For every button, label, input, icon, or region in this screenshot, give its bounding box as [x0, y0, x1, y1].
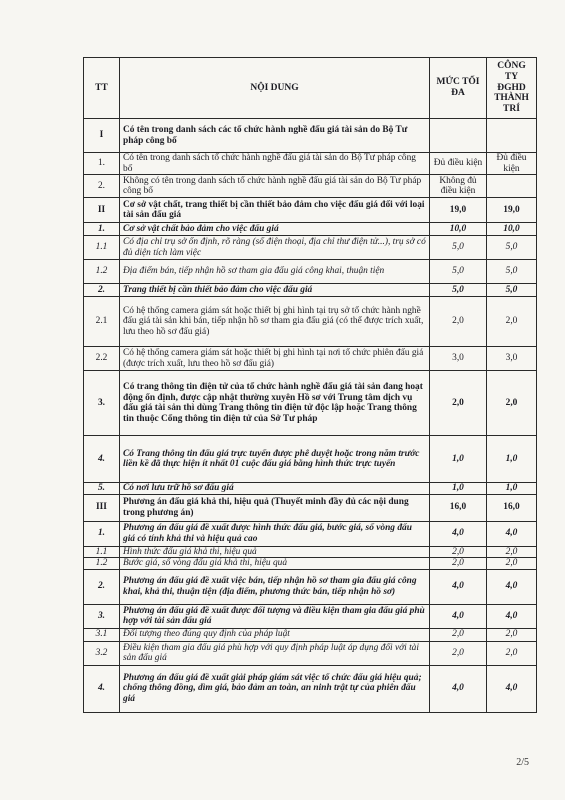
row-content: Địa điểm bán, tiếp nhận hồ sơ tham gia đấu giá công khai, thuận tiện: [120, 260, 430, 284]
row-max-score: 2,0: [430, 297, 487, 347]
row-number: 3.: [84, 371, 120, 436]
row-company-score: Đủ điều kiện: [487, 153, 537, 175]
row-content: Có hệ thống camera giám sát hoặc thiết bị ghi hình tại trụ sở tổ chức hành nghề đấu giá tài sản khi bán, tiếp nhận hồ sơ tham gia đấu giá (có thể được trích xuất, lưu theo hồ sơ đấu giá): [120, 297, 430, 347]
row-number: 1.: [84, 521, 120, 546]
row-company-score: 5,0: [487, 236, 537, 260]
table-row: [84, 119, 537, 153]
table-row: [84, 483, 537, 495]
row-number: 2.2: [84, 347, 120, 371]
table-row: [84, 371, 537, 436]
row-content: Cơ sở vật chất, trang thiết bị cần thiết bảo đảm cho việc đấu giá đối với loại tài sản đấu giá: [120, 198, 430, 223]
row-max-score: 2,0: [430, 641, 487, 665]
table-row: [84, 153, 537, 175]
row-number: 5.: [84, 483, 120, 495]
row-content: Đối tượng theo đúng quy định của pháp luật: [120, 628, 430, 641]
row-content: Có tên trong danh sách tổ chức hành nghề đấu giá tài sản do Bộ Tư pháp công bố: [120, 153, 430, 175]
table-row: [84, 436, 537, 483]
row-content: Có hệ thống camera giám sát hoặc thiết bị ghi hình tại nơi tổ chức phiên đấu giá (được trích xuất, lưu theo hồ sơ đấu giá): [120, 347, 430, 371]
row-number: 4.: [84, 436, 120, 483]
row-company-score: 5,0: [487, 284, 537, 297]
row-number: 3.2: [84, 641, 120, 665]
row-content: Phương án đấu giá khả thi, hiệu quả (Thuyết minh đầy đủ các nội dung trong phương án): [120, 494, 430, 521]
table-row: [84, 175, 537, 198]
row-number: 1.2: [84, 558, 120, 570]
row-company-score: 2,0: [487, 297, 537, 347]
table-row: [84, 569, 537, 604]
row-content: Cơ sở vật chất bảo đảm cho việc đấu giá: [120, 223, 430, 236]
row-max-score: 5,0: [430, 260, 487, 284]
table-row: [84, 223, 537, 236]
table-row: [84, 260, 537, 284]
row-max-score: 5,0: [430, 236, 487, 260]
row-max-score: Đủ điều kiện: [430, 153, 487, 175]
header-tt: TT: [84, 58, 120, 119]
row-company-score: 5,0: [487, 260, 537, 284]
row-content: Trang thiết bị cần thiết bảo đảm cho việc đấu giá: [120, 284, 430, 297]
row-max-score: 16,0: [430, 494, 487, 521]
row-content: Phương án đấu giá đề xuất việc bán, tiếp nhận hồ sơ tham gia đấu giá công khai, khả thi, thuận tiện (địa điểm, phương thức bán, tiếp nhận hồ sơ): [120, 569, 430, 604]
table-row: [84, 198, 537, 223]
table-row: [84, 558, 537, 570]
row-number: 2.1: [84, 297, 120, 347]
row-content: Phương án đấu giá đề xuất được hình thức đấu giá, bước giá, số vòng đấu giá có tính khả thi và hiệu quả cao: [120, 521, 430, 546]
row-number: 1.: [84, 153, 120, 175]
row-company-score: 2,0: [487, 628, 537, 641]
row-company-score: 2,0: [487, 371, 537, 436]
row-company-score: 2,0: [487, 546, 537, 558]
evaluation-table: [83, 57, 537, 713]
page-number: 2/5: [516, 757, 529, 768]
table-row: [84, 641, 537, 665]
row-number: 1.: [84, 223, 120, 236]
row-max-score: 2,0: [430, 628, 487, 641]
row-number: 2.: [84, 569, 120, 604]
row-max-score: 4,0: [430, 521, 487, 546]
table-row: [84, 236, 537, 260]
table-row: [84, 494, 537, 521]
row-content: Phương án đấu giá đề xuất giải pháp giám sát việc tổ chức đấu giá hiệu quả; chống thông đồng, dìm giá, bảo đảm an toàn, an ninh trật tự của phiên đấu giá: [120, 665, 430, 712]
row-company-score: 2,0: [487, 558, 537, 570]
row-number: I: [84, 119, 120, 153]
row-max-score: 1,0: [430, 483, 487, 495]
row-company-score: 1,0: [487, 436, 537, 483]
row-number: 4.: [84, 665, 120, 712]
row-content: Điều kiện tham gia đấu giá phù hợp với quy định pháp luật áp dụng đối với tài sản đấu giá: [120, 641, 430, 665]
table-row: [84, 284, 537, 297]
row-max-score: Không đủ điều kiện: [430, 175, 487, 198]
table-header-row: [84, 58, 537, 119]
row-company-score: 4,0: [487, 569, 537, 604]
row-max-score: 2,0: [430, 371, 487, 436]
row-company-score: [487, 119, 537, 153]
row-company-score: 3,0: [487, 347, 537, 371]
row-max-score: 3,0: [430, 347, 487, 371]
row-number: 2.: [84, 175, 120, 198]
row-max-score: 10,0: [430, 223, 487, 236]
row-number: 1.1: [84, 236, 120, 260]
table-row: [84, 521, 537, 546]
table-row: [84, 628, 537, 641]
table-row: [84, 604, 537, 628]
row-content: Bước giá, số vòng đấu giá khả thi, hiệu quả: [120, 558, 430, 570]
table-row: [84, 546, 537, 558]
row-company-score: 4,0: [487, 521, 537, 546]
row-content: Có tên trong danh sách các tổ chức hành nghề đấu giá tài sản do Bộ Tư pháp công bố: [120, 119, 430, 153]
row-company-score: 19,0: [487, 198, 537, 223]
row-content: Có địa chỉ trụ sở ổn định, rõ ràng (số điện thoại, địa chỉ thư điện tử...), trụ sở có đủ diện tích làm việc: [120, 236, 430, 260]
row-max-score: 19,0: [430, 198, 487, 223]
row-company-score: 4,0: [487, 604, 537, 628]
row-number: 3.1: [84, 628, 120, 641]
row-number: 1.2: [84, 260, 120, 284]
table-row: [84, 297, 537, 347]
row-max-score: 2,0: [430, 546, 487, 558]
row-number: 2.: [84, 284, 120, 297]
row-number: 1.1: [84, 546, 120, 558]
row-max-score: 4,0: [430, 604, 487, 628]
header-noi-dung: NỘI DUNG: [120, 58, 430, 119]
row-content: Có trang thông tin điện tử của tổ chức hành nghề đấu giá tài sản đang hoạt động ổn định, được cập nhật thường xuyên Hồ sơ với Trung tâm dịch vụ đấu giá tài sản thì dùng Trang thông tin điện tử độc lập hoặc Trang thông tin thuộc Cổng thông tin điện tử của Sở Tư pháp: [120, 371, 430, 436]
row-company-score: 10,0: [487, 223, 537, 236]
header-cong-ty: CÔNG TY ĐGHD THÀNH TRÍ: [487, 58, 537, 119]
row-company-score: 4,0: [487, 665, 537, 712]
row-max-score: 4,0: [430, 665, 487, 712]
row-content: Có nơi lưu trữ hồ sơ đấu giá: [120, 483, 430, 495]
row-number: 3.: [84, 604, 120, 628]
table-row: [84, 665, 537, 712]
row-number: III: [84, 494, 120, 521]
header-muc-toi-da: MỨC TỐI ĐA: [430, 58, 487, 119]
row-content: Phương án đấu giá đề xuất được đối tượng và điều kiện tham gia đấu giá phù hợp với tài sản đấu giá: [120, 604, 430, 628]
row-max-score: 4,0: [430, 569, 487, 604]
row-company-score: 1,0: [487, 483, 537, 495]
table-row: [84, 347, 537, 371]
row-company-score: [487, 175, 537, 198]
row-max-score: [430, 119, 487, 153]
row-content: Hình thức đấu giá khả thi, hiệu quả: [120, 546, 430, 558]
row-number: II: [84, 198, 120, 223]
row-company-score: 2,0: [487, 641, 537, 665]
row-max-score: 1,0: [430, 436, 487, 483]
row-content: Có Trang thông tin đấu giá trực tuyến được phê duyệt hoặc trong năm trước liền kề đã thực hiện ít nhất 01 cuộc đấu giá bằng hình thức trực tuyến: [120, 436, 430, 483]
row-content: Không có tên trong danh sách tổ chức hành nghề đấu giá tài sản do Bộ Tư pháp công bố: [120, 175, 430, 198]
row-max-score: 5,0: [430, 284, 487, 297]
row-company-score: 16,0: [487, 494, 537, 521]
row-max-score: 2,0: [430, 558, 487, 570]
